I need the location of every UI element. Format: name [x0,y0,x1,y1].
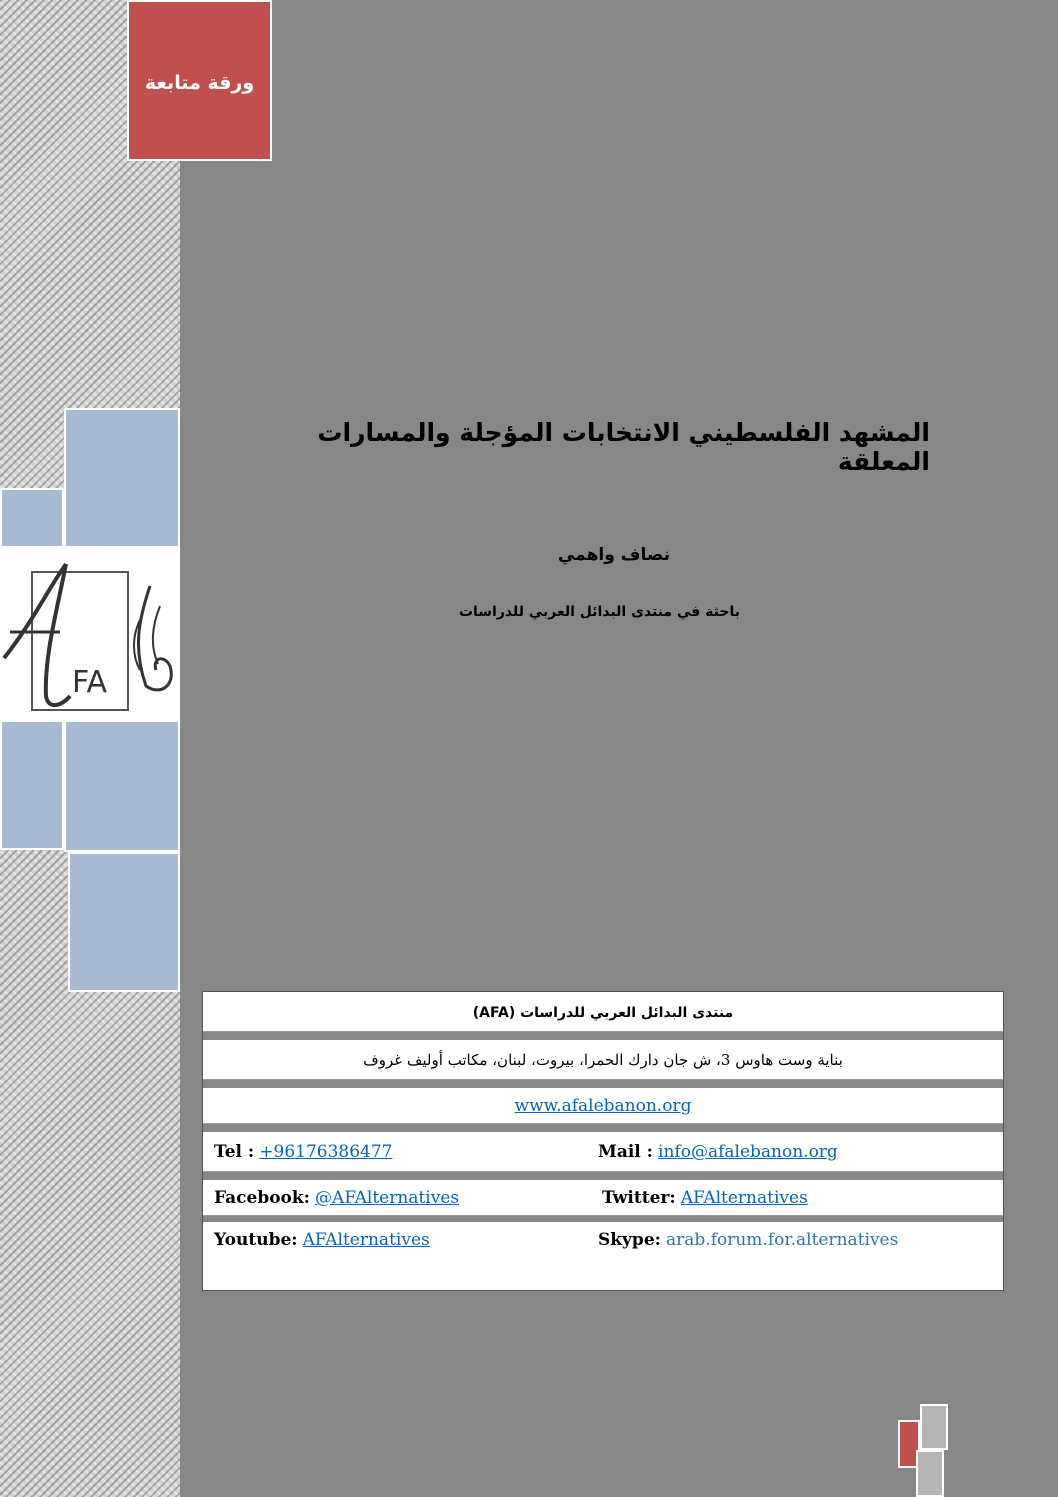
website-link[interactable]: www.afalebanon.org [514,1096,692,1116]
decor-block-4 [0,720,64,850]
document-type-tab [127,0,272,161]
youtube-skype-row [203,1222,1003,1290]
author-affiliation: باحثة في منتدى البدائل العربي للدراسات [458,604,740,620]
org-name: منتدى البدائل العربي للدراسات (AFA) [472,1005,734,1021]
tel-mail-row [203,1132,1003,1172]
author-name: نصاف واهمي [558,545,670,565]
skype-label: Skype: [598,1230,661,1250]
facebook-link[interactable]: @AFAlternatives [315,1188,460,1208]
address-row [203,1040,1003,1080]
youtube-label: Youtube: [214,1230,298,1250]
decor-block-3 [64,720,180,852]
row-separator [203,1172,1003,1180]
org-name-row [203,992,1003,1032]
decor-square-gray-2 [916,1450,944,1497]
decor-block-2 [0,488,64,548]
afa-logo-icon [0,546,180,722]
tel-label: Tel : [214,1142,255,1162]
facebook-label: Facebook: [214,1188,310,1208]
skype-value: arab.forum.for.alternatives [666,1230,899,1250]
address-text: بناية وست هاوس 3، ش جان دارك الحمرا، بيروت، لبنان، مكاتب أوليف غروف [363,1051,843,1069]
decor-square-gray-1 [920,1404,948,1450]
row-separator [203,1032,1003,1040]
afa-logo [0,546,180,722]
decor-block-5 [68,852,180,992]
mail-label: Mail : [598,1142,653,1162]
svg-text:FA: FA [72,665,108,700]
mail-link[interactable]: info@afalebanon.org [658,1142,838,1162]
tel-link[interactable]: +96176386477 [259,1142,393,1162]
youtube-link[interactable]: AFAlternatives [302,1230,430,1250]
website-row [203,1088,1003,1124]
contact-info-box [202,991,1004,1291]
document-title: المشهد الفلسطيني الانتخابات المؤجلة والمسارات المعلقة [317,418,930,476]
document-type-label: ورقة متابعة [144,72,255,94]
twitter-link[interactable]: AFAlternatives [680,1188,808,1208]
row-separator [203,1080,1003,1088]
twitter-label: Twitter: [602,1188,676,1208]
decor-block-1 [64,408,180,548]
social-row [203,1180,1003,1216]
row-separator [203,1124,1003,1132]
